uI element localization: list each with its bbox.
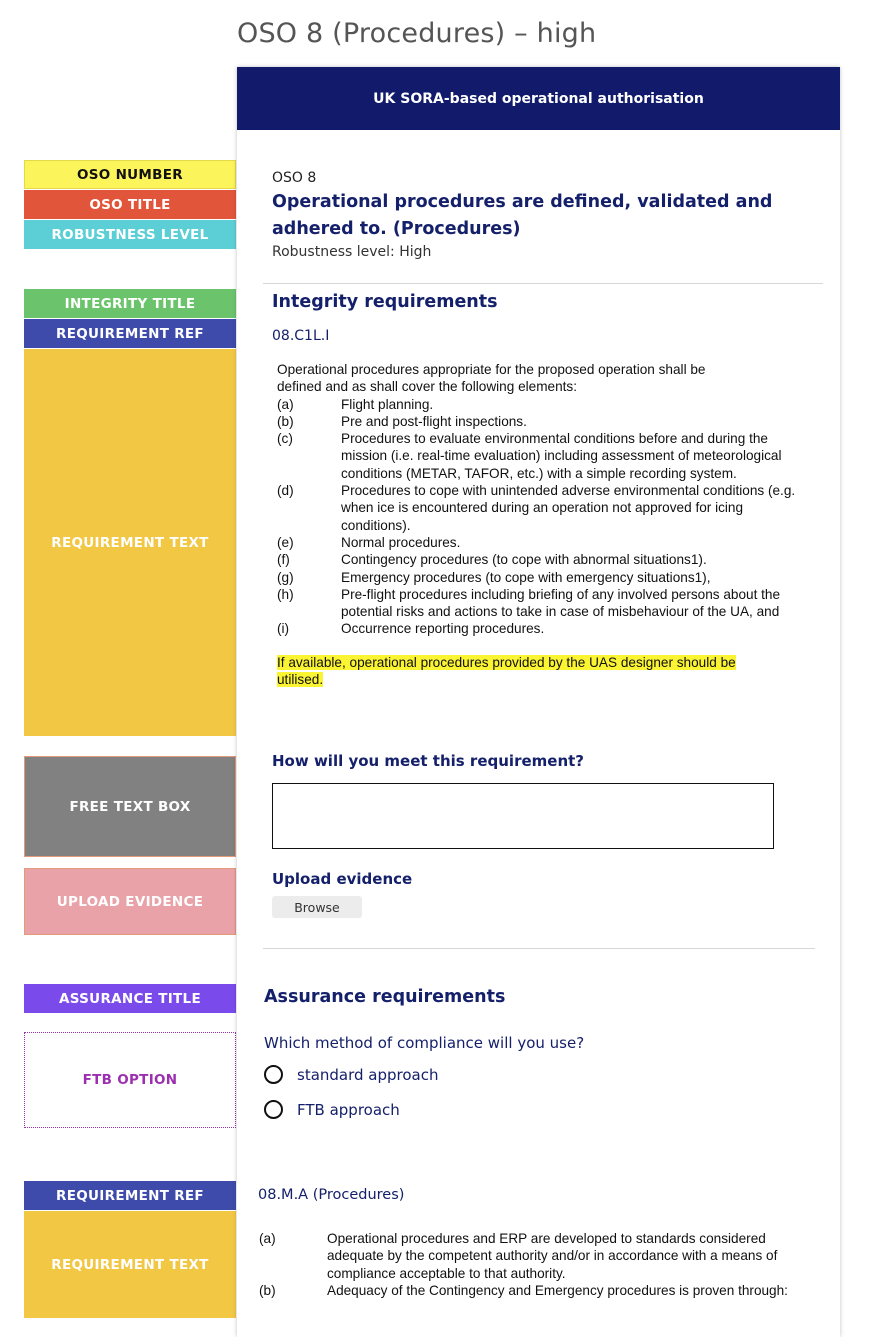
integrity-requirement-ref: 08.C1L.I — [272, 328, 330, 344]
list-item: (f) Contingency procedures (to cope with abnormal situations1). — [277, 552, 707, 568]
assurance-title: Assurance requirements — [264, 987, 506, 1007]
integrity-requirement-text — [277, 361, 812, 688]
integrity-title: Integrity requirements — [272, 292, 498, 312]
label-ftb-option: FTB OPTION — [24, 1032, 236, 1128]
list-item: (e) Normal procedures. — [277, 534, 461, 550]
radio-ftb-approach[interactable] — [264, 1100, 400, 1119]
label-integrity-title: INTEGRITY TITLE — [24, 289, 236, 318]
divider — [263, 283, 823, 284]
oso-number: OSO 8 — [272, 170, 317, 186]
assurance-requirement-text — [259, 1230, 814, 1299]
radio-unchecked-icon[interactable] — [264, 1065, 283, 1084]
label-upload-evidence: UPLOAD EVIDENCE — [24, 868, 236, 935]
label-assurance-title: ASSURANCE TITLE — [24, 984, 236, 1013]
browse-button[interactable]: Browse — [272, 896, 362, 918]
list-item: (a) Operational procedures and ERP are developed to standards considered adequate by the competent authority and/or in accordance with a means of compliance acceptable to that authority. — [259, 1231, 778, 1281]
label-oso-number: OSO NUMBER — [24, 160, 236, 189]
robustness-level: Robustness level: High — [272, 244, 432, 260]
radio-label[interactable]: standard approach — [297, 1065, 439, 1084]
answer-textbox[interactable] — [272, 783, 774, 849]
requirement-question: How will you meet this requirement? — [272, 752, 584, 770]
oso-title — [272, 189, 772, 243]
page-title: OSO 8 (Procedures) – high — [237, 18, 597, 49]
list-item: (g) Emergency procedures (to cope with emergency situations1), — [277, 569, 711, 585]
designer-note-line-2: utilised. — [277, 672, 324, 688]
label-requirement-text: REQUIREMENT TEXT — [24, 349, 236, 736]
label-requirement-ref-2: REQUIREMENT REF — [24, 1181, 236, 1210]
requirement-item-list — [277, 396, 812, 638]
list-item: (a) Flight planning. — [277, 396, 434, 412]
list-item: (i) Occurrence reporting procedures. — [277, 621, 545, 637]
designer-note-line-1: If available, operational procedures provided by the UAS designer should be — [277, 654, 736, 670]
compliance-question: Which method of compliance will you use? — [264, 1034, 585, 1052]
label-requirement-ref: REQUIREMENT REF — [24, 319, 236, 348]
requirement-intro-line-1: Operational procedures appropriate for the proposed operation shall be — [277, 362, 706, 377]
requirement-intro-line-2: defined and as shall cover the following elements: — [277, 379, 577, 395]
list-item: (h) Pre-flight procedures including briefing of any involved persons about the potential risks and actions to take in case of misbehaviour of the UA, and — [277, 586, 781, 620]
list-item: (c) Procedures to evaluate environmental conditions before and during the mission (i.e. real-time evaluation) including assessment of meteorological conditions (METAR, TAFOR, etc.) with a simple recording system. — [277, 431, 782, 481]
list-item: (d) Procedures to cope with unintended adverse environmental conditions (e.g. when ice is encountered during an operation not approved for icing conditions). — [277, 483, 796, 533]
divider — [263, 948, 815, 949]
label-oso-title: OSO TITLE — [24, 190, 236, 219]
radio-label[interactable]: FTB approach — [297, 1100, 400, 1119]
oso-title-line-1: Operational procedures are defined, validated and — [272, 192, 773, 212]
form-header: UK SORA-based operational authorisation — [237, 67, 840, 130]
list-item: (b) Adequacy of the Contingency and Emergency procedures is proven through: — [259, 1282, 788, 1298]
list-item: (b) Pre and post-flight inspections. — [277, 413, 527, 429]
radio-unchecked-icon[interactable] — [264, 1100, 283, 1119]
oso-title-line-2: adhered to. (Procedures) — [272, 219, 521, 239]
radio-standard-approach[interactable] — [264, 1065, 439, 1084]
upload-evidence-title: Upload evidence — [272, 870, 413, 888]
designer-note — [277, 654, 812, 689]
label-robustness-level: ROBUSTNESS LEVEL — [24, 220, 236, 249]
assurance-requirement-ref: 08.M.A (Procedures) — [258, 1187, 405, 1203]
label-requirement-text-2: REQUIREMENT TEXT — [24, 1211, 236, 1318]
label-free-text-box: FREE TEXT BOX — [24, 756, 236, 857]
